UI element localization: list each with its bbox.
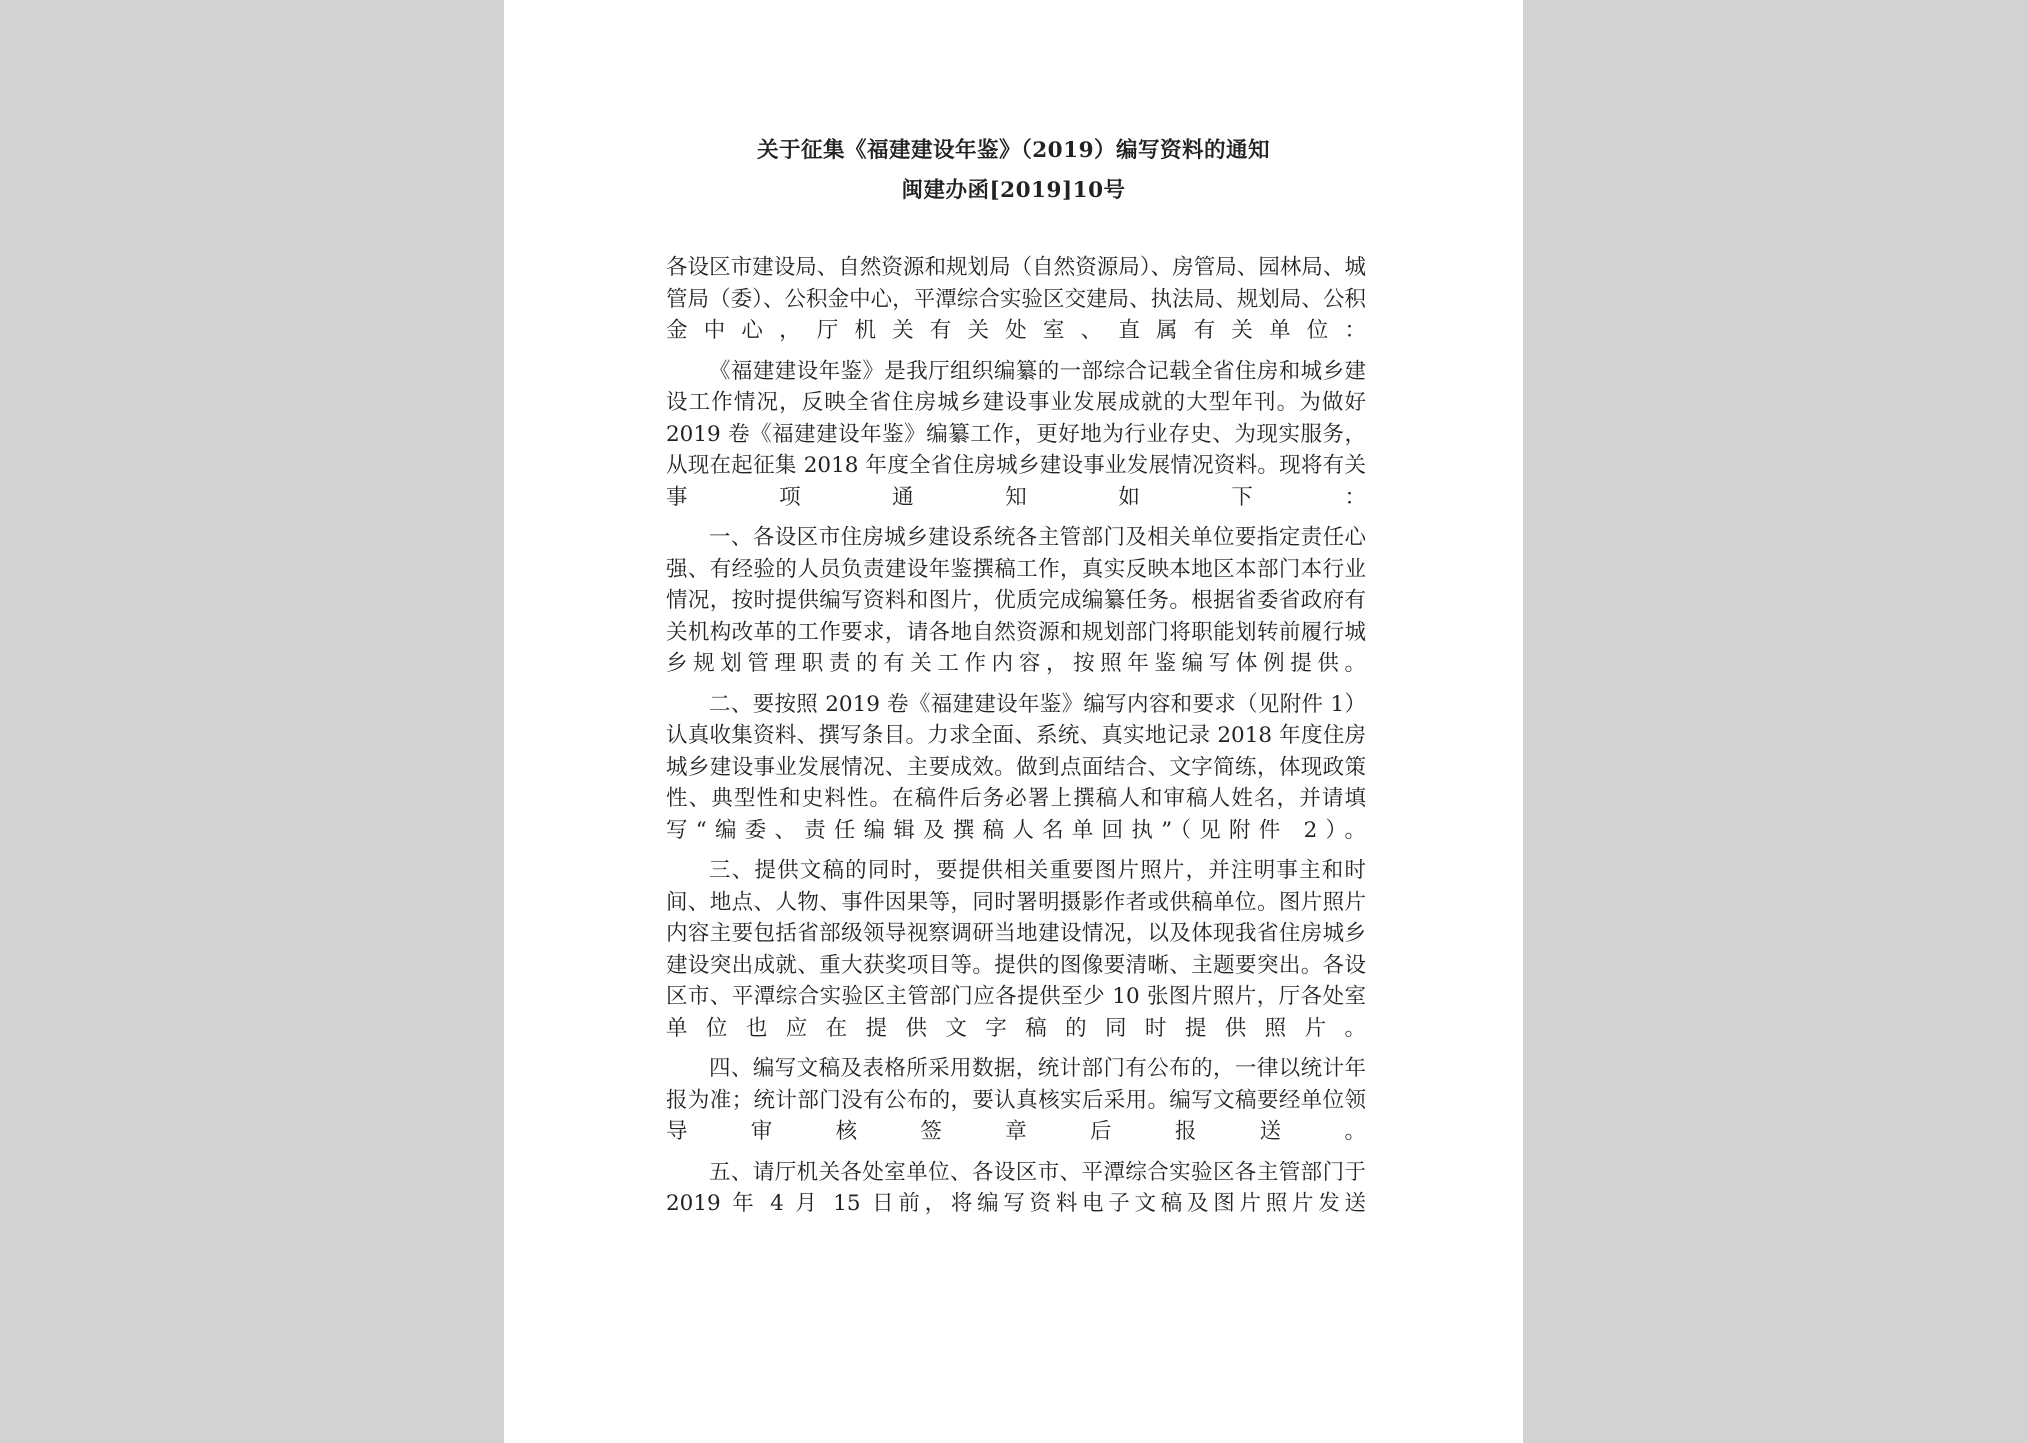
- item-3-paragraph: 三、提供文稿的同时，要提供相关重要图片照片，并注明事主和时间、地点、人物、事件因果等，同时署明摄影作者或供稿单位。图片照片内容主要包括省部级领导视察调研当地建设情况，以及体现我省住房城乡建设突出成就、重大获奖项目等。提供的图像要清晰、主题要突出。各设区市、平潭综合实验区主管部门应各提供至少 10 张图片照片，厅各处室单位也应在提供文字稿的同时提供照片。: [666, 858, 1366, 1041]
- document-number: 闽建办函[2019]10号: [901, 178, 1126, 203]
- item-4-paragraph: 四、编写文稿及表格所采用数据，统计部门有公布的，一律以统计年报为准；统计部门没有公布的，要认真核实后采用。编写文稿要经单位领导审核签章后报送。: [666, 1056, 1366, 1144]
- item-1-paragraph: 一、各设区市住房城乡建设系统各主管部门及相关单位要指定责任心强、有经验的人员负责建设年鉴撰稿工作，真实反映本地区本部门本行业情况，按时提供编写资料和图片，优质完成编纂任务。根据省委省政府有关机构改革的工作要求，请各地自然资源和规划部门将职能划转前履行城乡规划管理职责的有关工作内容，按照年鉴编写体例提供。: [666, 525, 1366, 676]
- addressee-paragraph: 各设区市建设局、自然资源和规划局（自然资源局）、房管局、园林局、城管局（委）、公积金中心，平潭综合实验区交建局、执法局、规划局、公积金中心，厅机关有关处室、直属有关单位：: [666, 255, 1366, 343]
- document-body: [666, 252, 1366, 1229]
- item-2-paragraph: 二、要按照 2019 卷《福建建设年鉴》编写内容和要求（见附件 1）认真收集资料、撰写条目。力求全面、系统、真实地记录 2018 年度住房城乡建设事业发展情况、主要成效。做到点面结合、文字简练，体现政策性、典型性和史料性。在稿件后务必署上撰稿人和审稿人姓名，并请填写“编委、责任编辑及撰稿人名单回执”（见附件 2）。: [666, 691, 1366, 843]
- intro-paragraph: 《福建建设年鉴》是我厅组织编纂的一部综合记载全省住房和城乡建设工作情况，反映全省住房城乡建设事业发展成就的大型年刊。为做好 2019 卷《福建建设年鉴》编纂工作，更好地为行业存史、为现实服务，从现在起征集 2018 年度全省住房城乡建设事业发展情况资料。现将有关事项通知如下：: [666, 358, 1366, 510]
- document-page: [504, 0, 1523, 1443]
- item-5-paragraph: 五、请厅机关各处室单位、各设区市、平潭综合实验区各主管部门于 2019 年 4 月 15 日前，将编写资料电子文稿及图片照片发送: [666, 1159, 1366, 1216]
- document-title: 关于征集《福建建设年鉴》（2019）编写资料的通知: [756, 138, 1271, 163]
